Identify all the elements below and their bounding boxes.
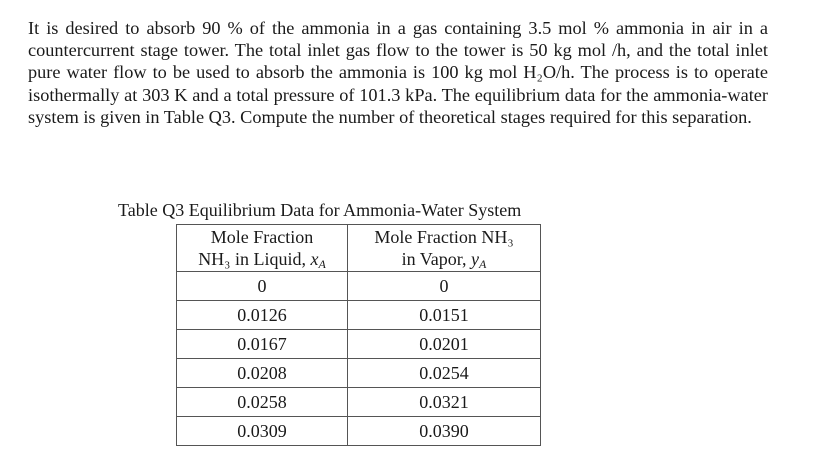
table-row	[177, 388, 541, 417]
header-liquid-fraction	[177, 225, 348, 272]
header-line: NH₃ in Liquid,	[198, 249, 311, 269]
liquid-cell: 0.0258	[177, 388, 348, 417]
vapor-cell: 0.0201	[348, 330, 541, 359]
vapor-cell: 0.0254	[348, 359, 541, 388]
problem-text: It is desired to absorb 90 % of the ammonia in a gas containing 3.5 mol % ammonia in air in a countercurrent stage tower. The total inlet gas flow to the tower is 50 kg mol /h, and the total inlet pure water flow to be used to absorb the ammonia is 100 kg mol H₂O/h. The process is to operate isothermally at 303 K and a total pressure of 101.3 kPa. The equilibrium data for the ammonia-water system is given in Table Q3. Compute the number of theoretical stages required for this separation.	[28, 18, 768, 127]
equilibrium-table	[176, 224, 541, 446]
table-row	[177, 330, 541, 359]
liquid-cell: 0.0208	[177, 359, 348, 388]
header-line: Mole Fraction NH₃	[374, 227, 514, 247]
variable-symbol: x	[310, 249, 319, 269]
header-line: Mole Fraction	[210, 227, 314, 247]
vapor-cell: 0	[348, 272, 541, 301]
variable-symbol: y	[471, 249, 480, 269]
liquid-cell: 0.0309	[177, 417, 348, 446]
liquid-cell: 0.0167	[177, 330, 348, 359]
table-caption: Table Q3 Equilibrium Data for Ammonia-Water System	[118, 200, 522, 220]
vapor-cell: 0.0321	[348, 388, 541, 417]
vapor-cell: 0.0390	[348, 417, 541, 446]
header-line: in Vapor,	[401, 249, 472, 269]
problem-statement	[28, 17, 768, 128]
variable-subscript: A	[479, 257, 487, 271]
liquid-cell: 0.0126	[177, 301, 348, 330]
table-row	[177, 359, 541, 388]
vapor-cell: 0.0151	[348, 301, 541, 330]
liquid-cell: 0	[177, 272, 348, 301]
table-row	[177, 272, 541, 301]
table-row	[177, 301, 541, 330]
header-vapor-fraction	[348, 225, 541, 272]
variable-subscript: A	[318, 257, 326, 271]
table-row	[177, 417, 541, 446]
table-header-row	[177, 225, 541, 272]
